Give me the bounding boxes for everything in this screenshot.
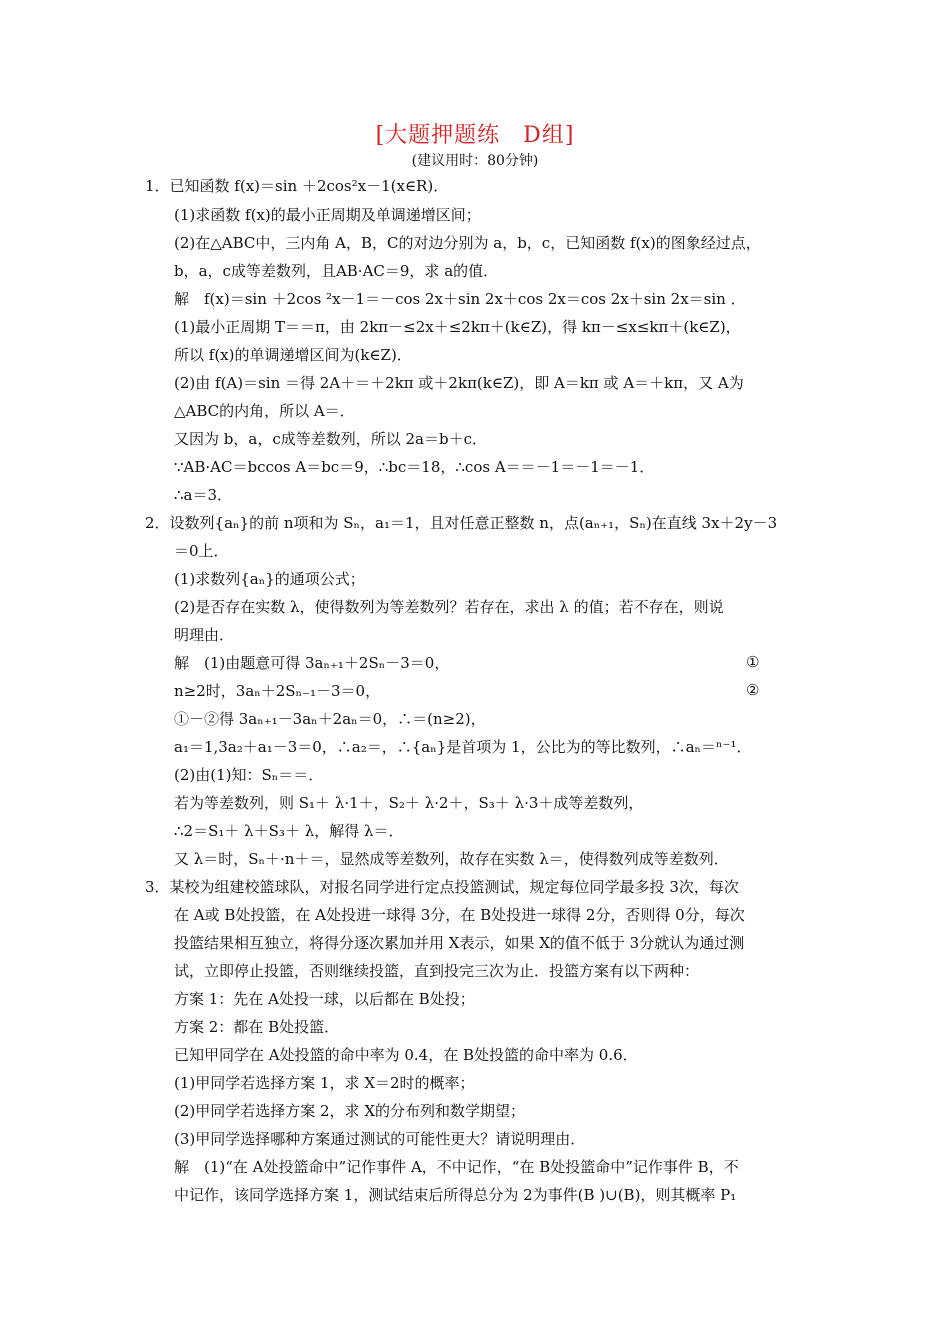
text-line: 方案 2：都在 B处投篮． xyxy=(174,1018,340,1036)
solution-line: ①－②得 3aₙ₊₁－3aₙ＋2aₙ＝0，∴＝(n≥2)， xyxy=(174,710,486,728)
solution-line: 解 (1)由题意可得 3aₙ₊₁＋2Sₙ－3＝0， xyxy=(174,654,450,672)
solution-line: 所以 f(x)的单调递增区间为(k∈Z)． xyxy=(174,346,412,364)
text-line: ＝0上． xyxy=(174,542,229,560)
solution-line: 又 λ＝时，Sₙ＋·n＋＝，显然成等差数列，故存在实数 λ＝，使得数列成等差数列． xyxy=(174,850,729,868)
equation-mark-1: ① xyxy=(746,653,760,671)
solution-line: 解 (1)“在 A处投篮命中”记作事件 A，不中记作，“在 B处投篮命中”记作事件 B，不 xyxy=(174,1158,739,1176)
solution-line: △ABC的内角，所以 A＝． xyxy=(174,402,355,420)
text-line: 方案 1：先在 A处投一球，以后都在 B处投； xyxy=(174,990,475,1008)
text-line: (3)甲同学选择哪种方案通过测试的可能性更大？请说明理由． xyxy=(174,1130,586,1148)
text-line: (1)甲同学若选择方案 1，求 X＝2时的概率； xyxy=(174,1074,475,1092)
solution-line: (2)由 f(A)＝sin ＝得 2A＋＝＋2kπ 或＋2kπ(k∈Z)，即 A＝kπ 或 A＝＋kπ，又 A为 xyxy=(174,374,744,392)
text-line: 已知甲同学在 A处投篮的命中率为 0.4，在 B处投篮的命中率为 0.6． xyxy=(174,1046,638,1064)
problem-2-stem: 2．设数列{aₙ}的前 n项和为 Sₙ，a₁＝1，且对任意正整数 n，点(aₙ₊₁，Sₙ)在直线 3x＋2y－3 xyxy=(145,514,778,532)
solution-line: 若为等差数列，则 S₁＋ λ·1＋，S₂＋ λ·2＋，S₃＋ λ·3＋成等差数列， xyxy=(174,794,644,812)
page-subtitle: (建议用时：80分钟) xyxy=(411,153,539,169)
text-line: 在 A或 B处投篮，在 A处投进一球得 3分，在 B处投进一球得 2分，否则得 0分，每次 xyxy=(174,906,745,924)
text-line: b，a，c成等差数列，且AB·AC＝9，求 a的值． xyxy=(174,262,499,280)
solution-line: 中记作，该同学选择方案 1，测试结束后所得总分为 2为事件(B )∪(B)，则其概率 P₁ xyxy=(174,1186,737,1204)
solution-line: (1)最小正周期 T＝＝π，由 2kπ－≤2x＋≤2kπ＋(k∈Z)，得 kπ－≤x≤kπ＋(k∈Z)， xyxy=(174,318,741,336)
text-line: 投篮结果相互独立，将得分逐次累加并用 X表示，如果 X的值不低于 3分就认为通过测 xyxy=(174,934,745,952)
text-line: 明理由． xyxy=(174,626,235,644)
text-line: (2)甲同学若选择方案 2，求 X的分布列和数学期望； xyxy=(174,1102,526,1120)
text-line: 试，立即停止投篮，否则继续投篮，直到投完三次为止．投篮方案有以下两种： xyxy=(174,962,700,980)
solution-line: ∵AB·AC＝bccos A＝bc＝9，∴bc＝18，∴cos A＝＝－1＝－1＝－1． xyxy=(174,458,655,476)
equation-mark-2: ② xyxy=(746,681,760,699)
solution-line: 解 f(x)＝sin ＋2cos ²x－1＝－cos 2x＋sin 2x＋cos 2x＝cos 2x＋sin 2x＝sin ． xyxy=(174,290,746,308)
text-line: (1)求函数 f(x)的最小正周期及单调递增区间； xyxy=(174,206,481,224)
problem-3-stem: 3．某校为组建校篮球队，对报名同学进行定点投篮测试，规定每位同学最多投 3次，每次 xyxy=(145,878,739,896)
solution-line: (2)由(1)知：Sₙ＝＝． xyxy=(174,766,324,784)
solution-line: n≥2时，3aₙ＋2Sₙ₋₁－3＝0， xyxy=(174,682,381,700)
text-line: (2)是否存在实数 λ，使得数列为等差数列？若存在，求出 λ 的值；若不存在，则说 xyxy=(174,598,724,616)
text-line: (2)在△ABC中，三内角 A，B，C的对边分别为 a，b，c，已知函数 f(x)的图象经过点， xyxy=(174,234,761,252)
solution-line: ∴a＝3． xyxy=(174,486,233,504)
problem-1-stem: 1．已知函数 f(x)＝sin ＋2cos²x－1(x∈R)． xyxy=(145,177,449,195)
text-line: (1)求数列{aₙ}的通项公式； xyxy=(174,570,365,588)
solution-line: a₁＝1,3a₂＋a₁－3＝0，∴a₂＝，∴{aₙ}是首项为 1，公比为的等比数列，∴aₙ＝ⁿ⁻¹． xyxy=(174,738,752,756)
solution-line: ∴2＝S₁＋ λ＋S₃＋ λ，解得 λ＝． xyxy=(174,822,404,840)
page-title: [大题押题练 D组] xyxy=(375,123,575,148)
solution-line: 又因为 b，a，c成等差数列，所以 2a＝b＋c． xyxy=(174,430,487,448)
